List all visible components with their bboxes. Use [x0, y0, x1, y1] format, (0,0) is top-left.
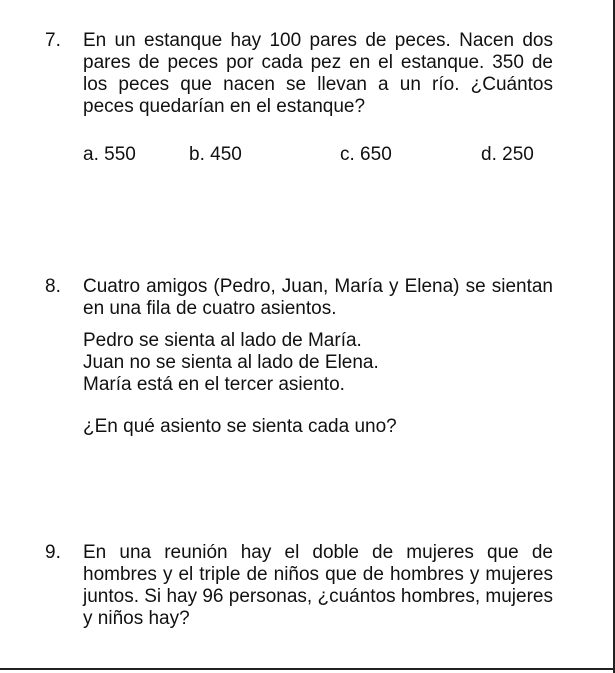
option-d: d. 250	[481, 144, 534, 165]
problem-number: 9.	[45, 542, 61, 563]
problem-9	[45, 542, 553, 630]
problem-body	[83, 30, 553, 168]
option-a: a. 550	[83, 144, 136, 165]
clue-1: Pedro se sienta al lado de María.	[83, 330, 362, 351]
problem-statement: En una reunión hay el doble de mujeres que de hombres y el triple de niños que de hombres y mujeres juntos. Si hay 96 personas, ¿cuántos hombres, mujeres y niños hay?	[83, 542, 553, 629]
problem-body	[83, 276, 553, 438]
problem-number: 7.	[45, 30, 61, 51]
page-border-bottom	[0, 668, 615, 670]
answer-options	[83, 144, 553, 168]
clue-3: María está en el tercer asiento.	[83, 374, 345, 395]
problem-body	[83, 542, 553, 630]
clue-2: Juan no se sienta al lado de Elena.	[83, 352, 379, 373]
problem-number: 8.	[45, 276, 61, 297]
problem-7	[45, 30, 553, 168]
option-b: b. 450	[189, 144, 242, 165]
problem-question: ¿En qué asiento se sienta cada uno?	[83, 416, 397, 437]
problem-statement: Cuatro amigos (Pedro, Juan, María y Elena) se sientan en una fila de cuatro asientos.	[83, 276, 553, 319]
option-c: c. 650	[340, 144, 392, 165]
problem-statement: En un estanque hay 100 pares de peces. Nacen dos pares de peces por cada pez en el estanque. 350 de los peces que nacen se llevan a un río. ¿Cuántos peces quedarían en el estanque?	[83, 30, 553, 117]
problem-8	[45, 276, 553, 438]
clue-list	[83, 330, 553, 396]
